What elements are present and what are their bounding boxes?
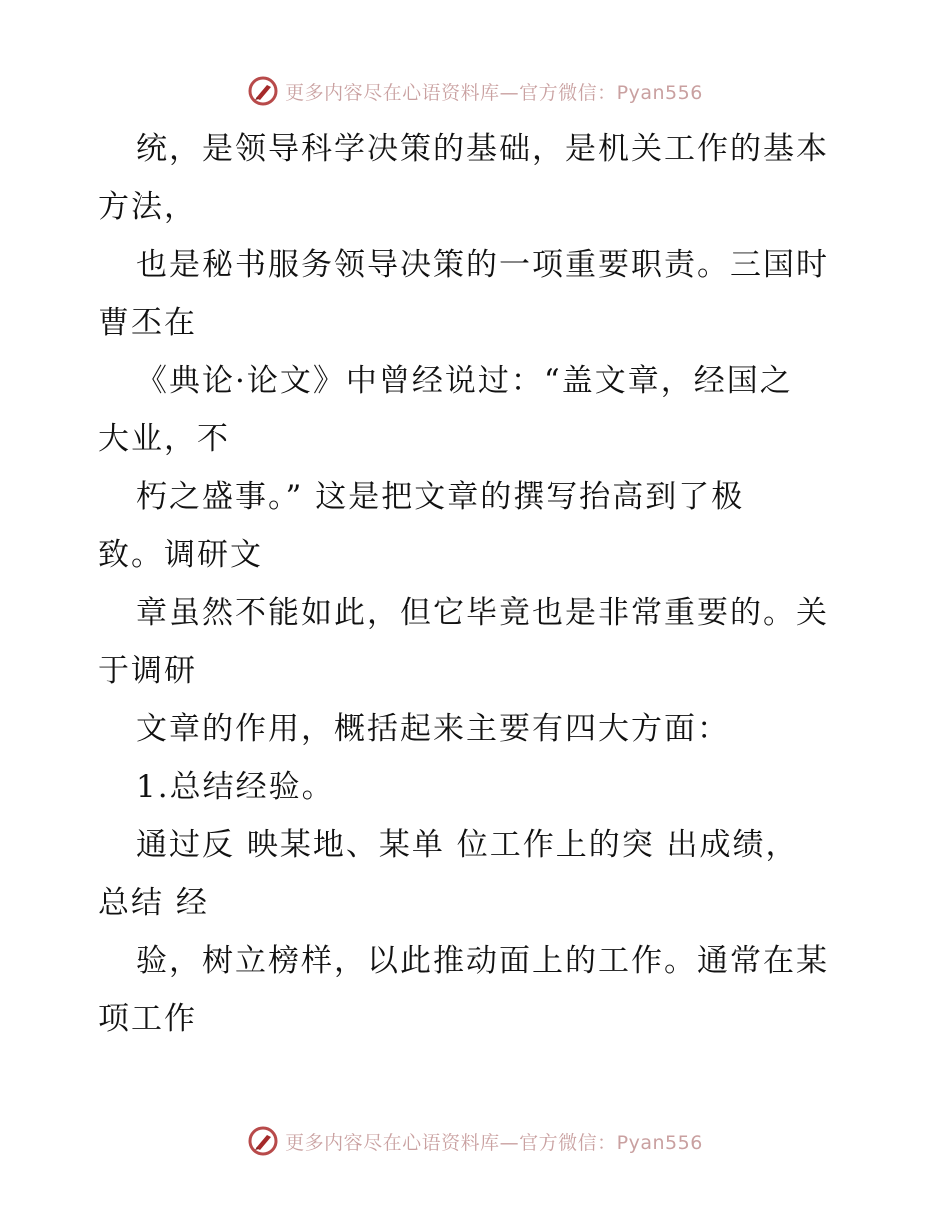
text-line: 朽之盛事。” 这是把文章的撰写抬高到了极 bbox=[136, 479, 745, 515]
text-line: 统，是领导科学决策的基础，是机关工作的基本 bbox=[136, 131, 829, 167]
document-body bbox=[98, 120, 858, 1048]
text-line: 致。调研文 bbox=[98, 537, 263, 573]
text-line: 《典论·论文》中曾经说过：“盖文章，经国之 bbox=[136, 363, 793, 399]
text-line: 方法， bbox=[98, 189, 197, 225]
pen-logo-icon bbox=[247, 1125, 279, 1157]
text-line: 通过反 映某地、某单 位工作上的突 出成绩， bbox=[136, 827, 799, 863]
header-watermark-banner bbox=[0, 71, 950, 111]
text-line: 验，树立榜样，以此推动面上的工作。通常在某 bbox=[136, 943, 829, 979]
text-line: 章虽然不能如此，但它毕竟也是非常重要的。关 bbox=[136, 595, 829, 631]
text-line: 于调研 bbox=[98, 653, 197, 689]
text-line: 项工作 bbox=[98, 1001, 197, 1037]
list-heading: 1.总结经验。 bbox=[136, 769, 335, 805]
watermark-text: 更多内容尽在心语资料库—官方微信：Pyan556 bbox=[285, 1131, 703, 1154]
pen-logo-icon bbox=[247, 75, 279, 107]
text-line: 总结 经 bbox=[98, 885, 209, 921]
watermark-text: 更多内容尽在心语资料库—官方微信：Pyan556 bbox=[285, 81, 703, 104]
text-line: 曹丕在 bbox=[98, 305, 197, 341]
text-line: 文章的作用，概括起来主要有四大方面： bbox=[136, 711, 730, 747]
footer-watermark-banner bbox=[0, 1121, 950, 1161]
text-line: 大业，不 bbox=[98, 421, 230, 457]
text-line: 也是秘书服务领导决策的一项重要职责。三国时 bbox=[136, 247, 829, 283]
